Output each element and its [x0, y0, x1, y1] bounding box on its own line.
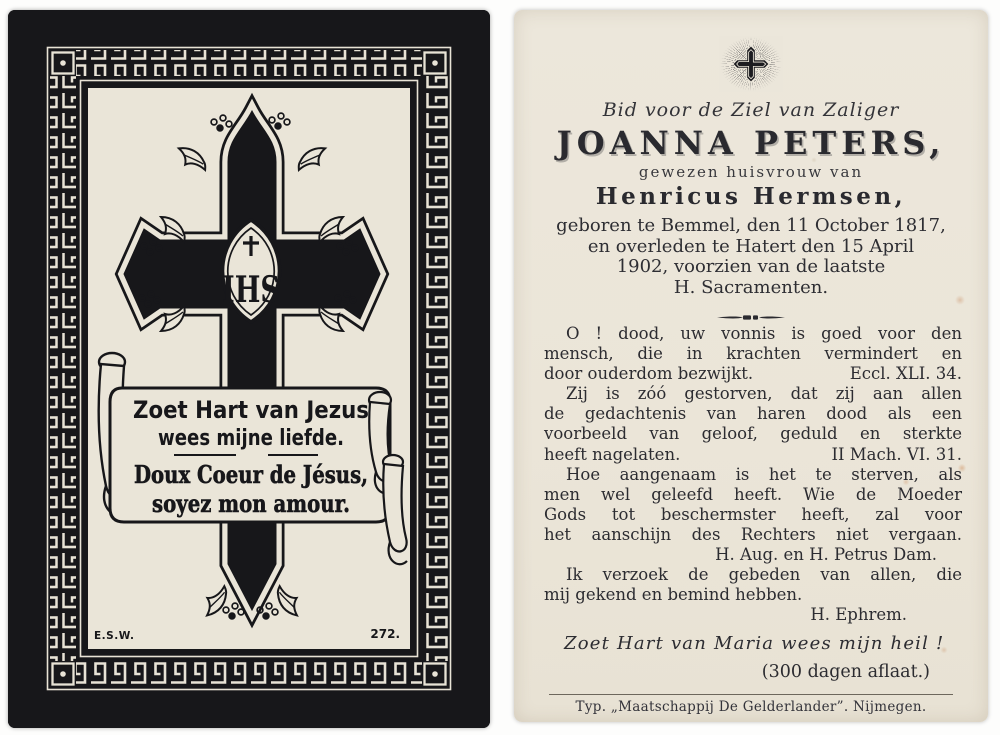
aspiration-prayer: Zoet Hart van Maria wees mijn heil ! — [564, 633, 945, 655]
cross-glyph — [732, 45, 770, 83]
vitals-line: 1902, voorzien van de laatste — [616, 256, 886, 277]
text-line: het aanschijn des Rechters niet vergaan. — [544, 524, 962, 544]
text-line: mensch, die in krachten vermindert en — [544, 344, 962, 364]
birth-death-record — [514, 216, 988, 298]
vitals-line: H. Sacramenten. — [673, 276, 829, 298]
text-line — [544, 445, 962, 465]
text-line: mij gekend en bemind hebben. — [544, 585, 803, 605]
text-line: men wel geleefd heeft. Wie de Moeder — [544, 484, 962, 504]
banner-line-dutch-1: Zoet Hart van Jezus — [133, 396, 369, 424]
deceased-name: JOANNA PETERS, — [556, 124, 946, 162]
plate-number: 272. — [370, 627, 400, 641]
banner-line-french-1: Doux Coeur de Jésus, — [134, 460, 368, 489]
spouse-name: Henricus Hermsen, — [595, 183, 907, 210]
attribution-line: H. Ephrem. — [810, 605, 907, 625]
text-line — [544, 364, 962, 384]
text-line-left: heeft nagelaten. — [544, 444, 681, 464]
vitals-line: geboren te Bemmel, den 11 October 1817, — [556, 215, 946, 236]
banner-line-dutch-2: wees mijne liefde. — [158, 426, 344, 451]
scripture-citation: II Mach. VI. 31. — [831, 444, 962, 464]
mourning-card-panel — [8, 10, 490, 728]
text-line: O ! dood, uw vonnis is goed voor den — [566, 324, 962, 343]
ihs-monogram: IHS — [222, 269, 280, 311]
imprint-rule — [549, 694, 953, 695]
radiant-cross-icon — [719, 36, 783, 92]
vitals-line: en overleden te Hatert den 15 April — [587, 235, 915, 257]
text-line: de gedachtenis van haren dood als een — [544, 404, 962, 424]
divider-ornament — [716, 307, 786, 316]
text-line-left: door ouderdom bezwijkt. — [544, 364, 754, 384]
memorial-text — [544, 324, 962, 625]
text-line: Zij is zóó gestorven, dat zij aan allen — [566, 384, 962, 404]
engraver-initials: E.S.W. — [94, 630, 135, 642]
mourning-engraving — [8, 10, 490, 728]
prayer-intro-line: Bid voor de Ziel van Zaliger — [602, 99, 900, 121]
printer-imprint: Typ. „Maatschappij De Gelderlander”. Nijmegen. — [575, 699, 927, 716]
text-line: voorbeeld van geloof, geduld en sterkte — [544, 424, 962, 444]
attribution-line: H. Aug. en H. Petrus Dam. — [715, 545, 937, 565]
banner-line-french-2: soyez mon amour. — [152, 489, 350, 518]
text-line: Gods tot beschermster heeft, zal voor — [544, 504, 962, 524]
death-notice-panel — [514, 10, 988, 722]
scripture-citation: Eccl. XLI. 34. — [849, 364, 962, 384]
indulgence-note: (300 dagen aflaat.) — [761, 662, 930, 683]
relation-line: gewezen huisvrouw van — [638, 163, 864, 181]
text-line: Ik verzoek de gebeden van allen, die — [566, 565, 962, 585]
text-line: Hoe aangenaam is het te sterven, als — [566, 464, 962, 484]
